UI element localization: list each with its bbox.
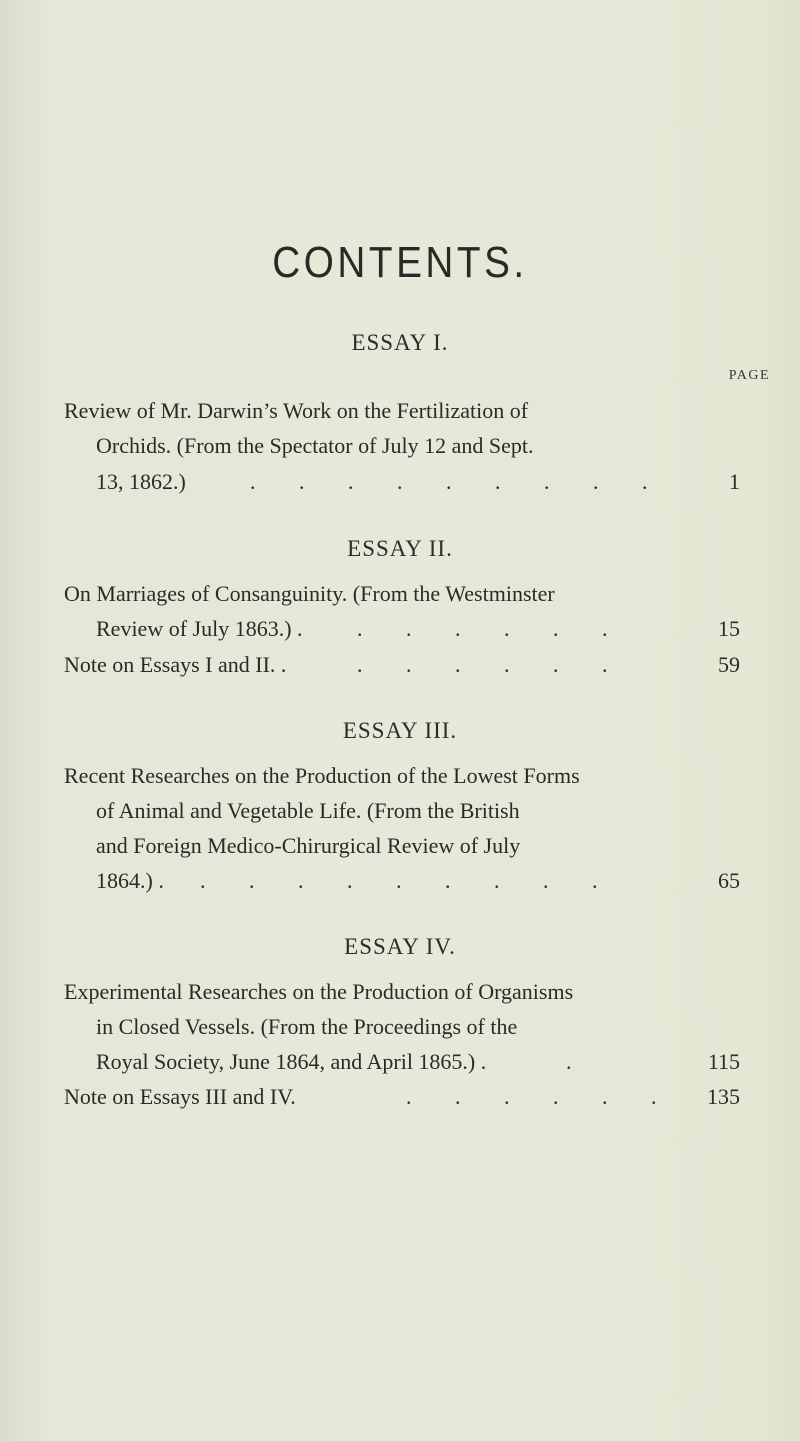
essay-4-entry-2-page-number: 135 xyxy=(707,1084,740,1109)
essay-2-entry-1-line-1: On Marriages of Consanguinity. (From the Westminster xyxy=(64,581,555,606)
essay-3-entry-page-number: 65 xyxy=(718,868,740,893)
essay-3-entry-line-2: of Animal and Vegetable Life. (From the British xyxy=(96,798,520,823)
page-column-label: PAGE xyxy=(728,368,770,383)
page-title: CONTENTS. xyxy=(272,238,528,287)
essay-1-entry-line-1: Review of Mr. Darwin’s Work on the Fertilization of xyxy=(64,398,529,423)
essay-1-entry-page-number: 1 xyxy=(729,469,740,494)
essay-2-heading: ESSAY II. xyxy=(347,536,453,561)
essay-1-entry-line-2: Orchids. (From the Spectator of July 12 and Sept. xyxy=(96,433,534,458)
essay-2-entry-1-page-number: 15 xyxy=(718,616,740,641)
essay-3-entry-line-3: and Foreign Medico-Chirurgical Review of July xyxy=(96,833,521,858)
essay-2-entry-2-line-1: Note on Essays I and II. . xyxy=(64,652,287,677)
essay-3-entry-leader-dots: . . . . . . . . . xyxy=(200,868,617,893)
essay-2-entry-2-page-number: 59 xyxy=(718,652,740,677)
essay-4-entry-1-line-3: Royal Society, June 1864, and April 1865.) . xyxy=(96,1049,487,1074)
essay-3-entry-line-4: 1864.) . xyxy=(96,868,164,893)
essay-2-entry-1-leader-dots: . . . . . . xyxy=(357,616,627,641)
essay-4-entry-2-line-1: Note on Essays III and IV. xyxy=(64,1084,296,1109)
essay-2-entry-2-leader-dots: . . . . . . xyxy=(357,652,627,677)
essay-3-entry-line-1: Recent Researches on the Production of the Lowest Forms xyxy=(64,763,580,788)
essay-2-entry-1-line-2: Review of July 1863.) . xyxy=(96,616,303,641)
essay-4-entry-2-leader-dots: . . . . . . xyxy=(406,1084,676,1109)
essay-4-entry-1-line-2: in Closed Vessels. (From the Proceedings of the xyxy=(96,1014,518,1039)
essay-1-entry-line-3: 13, 1862.) xyxy=(96,469,186,494)
essay-1-heading: ESSAY I. xyxy=(351,330,449,355)
essay-3-heading: ESSAY III. xyxy=(342,718,458,743)
essay-4-entry-1-leader-dots: . xyxy=(566,1049,591,1074)
essay-4-entry-1-line-1: Experimental Researches on the Production of Organisms xyxy=(64,979,574,1004)
essay-4-entry-1-page-number: 115 xyxy=(707,1049,740,1074)
essay-4-heading: ESSAY IV. xyxy=(344,934,456,959)
essay-1-entry-leader-dots: . . . . . . . . . xyxy=(250,469,667,494)
